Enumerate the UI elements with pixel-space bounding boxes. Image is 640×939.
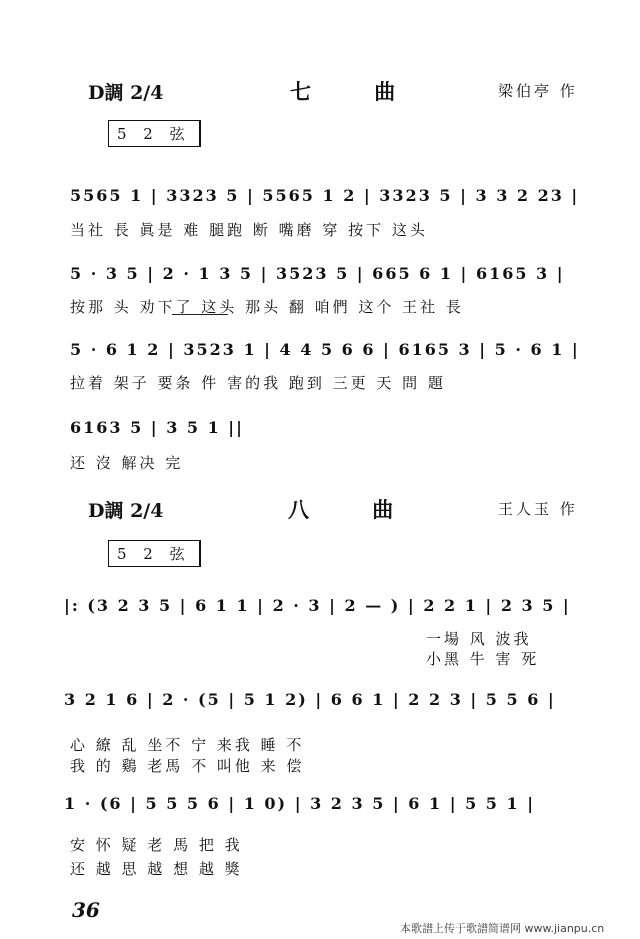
section1-key: D調 2/4	[88, 82, 164, 104]
s2-row2-lyrics2: 我 的 鷄 老馬 不 叫他 来 偿	[70, 757, 305, 775]
s1-row2-lyrics: 按那 头 劝下了 这头 那头 翻 咱們 这个 王社 長	[70, 298, 464, 316]
s1-row3-notes: 5 · 6 1 2 | 3523 1 | 4 4 5 6 6 | 6165 3 | 5 · 6 1 |	[70, 340, 580, 359]
section2-composer: 王人玉 作	[498, 500, 578, 518]
s1-row2-notes: 5 · 3 5 | 2 · 1 3 5 | 3523 5 | 665 6 1 | 6165 3 |	[70, 264, 565, 283]
s2-row3-notes: 1 · (6 | 5 5 5 6 | 1 0) | 3 2 3 5 | 6 1 | 5 5 1 |	[64, 794, 536, 813]
section2-key: D調 2/4	[88, 500, 164, 522]
s2-row1-notes: |: (3 2 3 5 | 6 1 1 | 2 · 3 | 2 — ) | 2 2 1 | 2 3 5 |	[64, 596, 571, 615]
s2-row1-lyrics2: 小黑 牛 害 死	[426, 650, 540, 668]
section1-title: 七 曲	[290, 79, 424, 104]
s2-row2-lyrics1: 心 繚 乱 坐不 宁 来我 睡 不	[70, 736, 305, 754]
s1-row4-notes: 6163 5 | 3 5 1 ||	[70, 418, 244, 437]
s2-row1-lyrics1: 一場 风 波我	[426, 630, 532, 648]
s2-row2-notes: 3 2 1 6 | 2 · (5 | 5 1 2) | 6 6 1 | 2 2 3 | 5 5 6 |	[64, 690, 556, 709]
footer-watermark: 本歌譜上传于歌譜简谱网 www.jianpu.cn	[400, 922, 605, 935]
section2-tuning: 5 2 弦	[108, 540, 201, 567]
s2-row3-lyrics1: 安 怀 疑 老 馬 把 我	[70, 836, 243, 854]
page-number: 36	[72, 898, 100, 922]
section2-title: 八 曲	[288, 497, 422, 522]
s1-row3-lyrics: 拉着 架子 要条 件 害的我 跑到 三更 天 問 題	[70, 374, 446, 392]
section1-composer: 梁伯亭 作	[498, 82, 578, 100]
s1-row4-lyrics: 还 沒 解决 完	[70, 454, 184, 472]
s2-row3-lyrics2: 还 越 思 越 想 越 獎	[70, 860, 243, 878]
s1-row1-lyrics: 当社 長 眞是 难 腿跑 断 嘴磨 穿 按下 这头	[70, 221, 428, 239]
section1-tuning: 5 2 弦	[108, 120, 201, 147]
s1-row1-notes: 5565 1 | 3323 5 | 5565 1 2 | 3323 5 | 3 3 2 23 |	[70, 186, 580, 205]
lyric-underline	[172, 314, 228, 315]
